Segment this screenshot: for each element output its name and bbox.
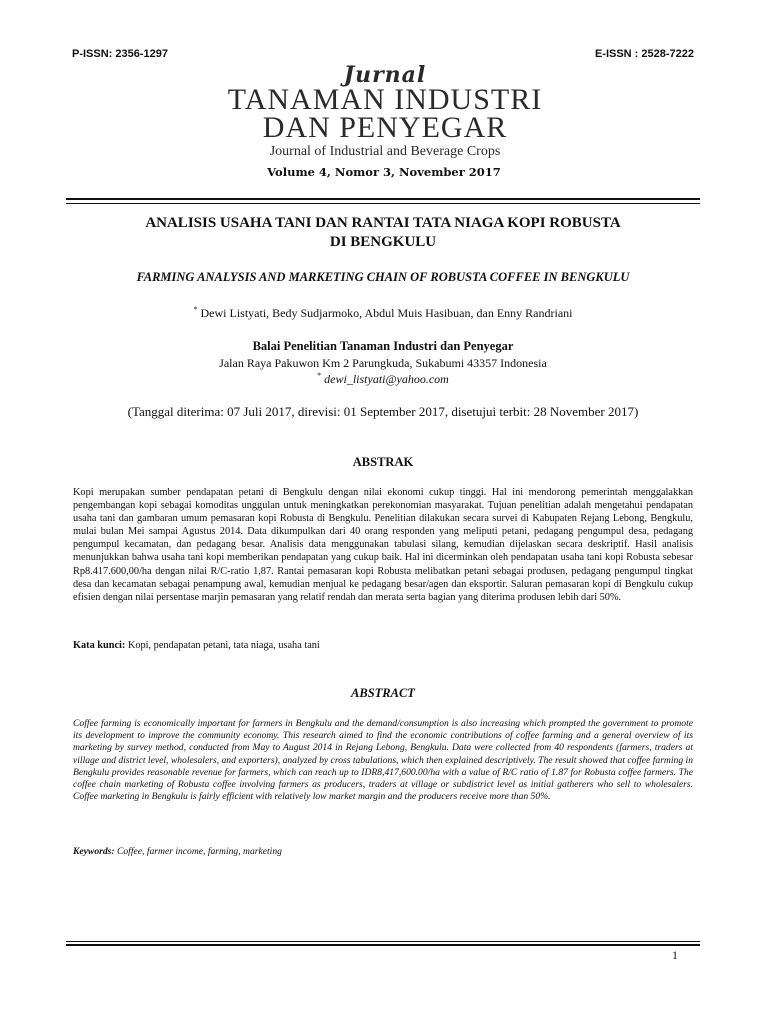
- article-title-line1: ANALISIS USAHA TANI DAN RANTAI TATA NIAGA KOPI ROBUSTA: [145, 215, 621, 231]
- electronic-issn: E-ISSN : 2528-7222: [594, 48, 694, 60]
- author-footnote-mark: *: [193, 305, 198, 314]
- abstrak-keywords-label: Kata kunci:: [73, 640, 126, 651]
- submission-dates: (Tanggal diterima: 07 Juli 2017, direvisi: 01 September 2017, disetujui terbit: 28 November 2017): [127, 404, 639, 419]
- abstract-keywords-label: Keywords:: [73, 846, 115, 857]
- page-number: 1: [672, 948, 678, 962]
- article-title-line2: DI BENGKULU: [329, 234, 437, 250]
- article-title-english: FARMING ANALYSIS AND MARKETING CHAIN OF ROBUSTA COFFEE IN BENGKULU: [136, 270, 630, 284]
- abstrak-keywords: [73, 640, 693, 651]
- abstract-heading: ABSTRACT: [351, 686, 415, 700]
- masthead-jurnal: Jurnal: [343, 62, 427, 88]
- masthead-subtitle: Journal of Industrial and Beverage Crops: [269, 144, 501, 159]
- email-text: dewi_listyati@yahoo.com: [324, 372, 449, 386]
- masthead-title-line2: DAN PENYEGAR: [262, 111, 508, 144]
- abstrak-body: Kopi merupakan sumber pendapatan petani di Bengkulu dengan nilai ekonomi cukup tinggi. Hal ini mendorong pemerintah menggalakkan pengembangan kopi sebagai komoditas unggulan untuk meningkatkan perekonomian masyarakat. Tujuan penelitian adalah mengetahui pendapatan usaha tani dan gambaran umum pemasaran kopi Robusta di Bengkulu. Penelitian dilakukan secara survei di Kabupaten Rejang Lebong, Bengkulu, mulai bulan Mei sampai Agustus 2014. Data dikumpulkan dari 40 orang responden yang meliputi petani, pedagang pengumpul desa, pedagang pengumpul kecamatan, dan pedagang besar. Analisis data menggunakan tabulasi silang, kemudian dijelaskan secara deskriptif. Hasil analisis menunjukkan bahwa usaha tani kopi memberikan pendapatan yang cukup baik. Hal ini dicerminkan oleh pendapatan usaha tani kopi Robusta sebesar Rp8.417.600,00/ha dengan nilai R/C-ratio 1,87. Rantai pemasaran kopi Robusta melibatkan petani sebagai produsen, pedagang pengumpul tingkat desa dan kecamatan sebagai penampung awal, kemudian menjual ke pedagang besar/agen dan eksportir. Saluran pemasaran kopi di Bengkulu cukup efisien dengan nilai persentase marjin pemasaran yang relatif rendah dan merata serta bagian yang diterima produsen lebih dari 50%.: [73, 487, 693, 603]
- author-list: [66, 305, 700, 321]
- journal-masthead-logo: [200, 64, 570, 160]
- abstract-body: Coffee farming is economically important for farmers in Bengkulu and the demand/consumption is also increasing which prompted the government to promote its development to improve the community economy. This research aimed to find the economic contributions of coffee farming and a general overview of its marketing by survey method, conducted from May to August 2014 in Rejang Lebong, Bengkulu. Data were collected from 40 respondents (farmers, traders at village and district level, wholesalers, and exporters), analyzed by cross tabulations, which then explained descriptively. The result showed that coffee farming in Bengkulu provides reasonable revenue for farmers, which can reach up to IDR8,417,600.00/ha with a value of R/C ratio of 1.87 for Robusta coffee farmers. The coffee chain marketing of Robusta coffee involving farmers as producers, traders at village or subdistrict level as initial gatherers who sell to wholesalers. Coffee marketing in Bengkulu is fairly efficient with relatively low market margin and the producers receive more than 50%.: [73, 718, 693, 803]
- header-rule-thin: [66, 203, 700, 204]
- abstrak-keywords-text: Kopi, pendapatan petani, tata niaga, usaha tani: [127, 640, 320, 651]
- institution-address: Jalan Raya Pakuwon Km 2 Parungkuda, Sukabumi 43357 Indonesia: [219, 356, 547, 370]
- print-issn: P-ISSN: 2356-1297: [72, 48, 168, 60]
- authors-text: Dewi Listyati, Bedy Sudjarmoko, Abdul Muis Hasibuan, dan Enny Randriani: [200, 306, 573, 320]
- email-footnote-mark: *: [317, 371, 322, 380]
- header-rule-thick: [66, 198, 700, 200]
- abstract-keywords-text: Coffee, farmer income, farming, marketing: [116, 846, 282, 857]
- footer-rule-thin: [66, 941, 700, 942]
- abstrak-heading: ABSTRAK: [352, 455, 414, 469]
- article-title: [66, 214, 700, 252]
- corresponding-email: [66, 371, 700, 387]
- abstract-keywords: [73, 846, 693, 857]
- journal-volume: Volume 4, Nomor 3, November 2017: [267, 165, 501, 179]
- institution: Balai Penelitian Tanaman Industri dan Penyegar: [252, 339, 514, 353]
- footer-rule-thick: [66, 944, 700, 946]
- masthead-title-line1: TANAMAN INDUSTRI: [227, 83, 543, 116]
